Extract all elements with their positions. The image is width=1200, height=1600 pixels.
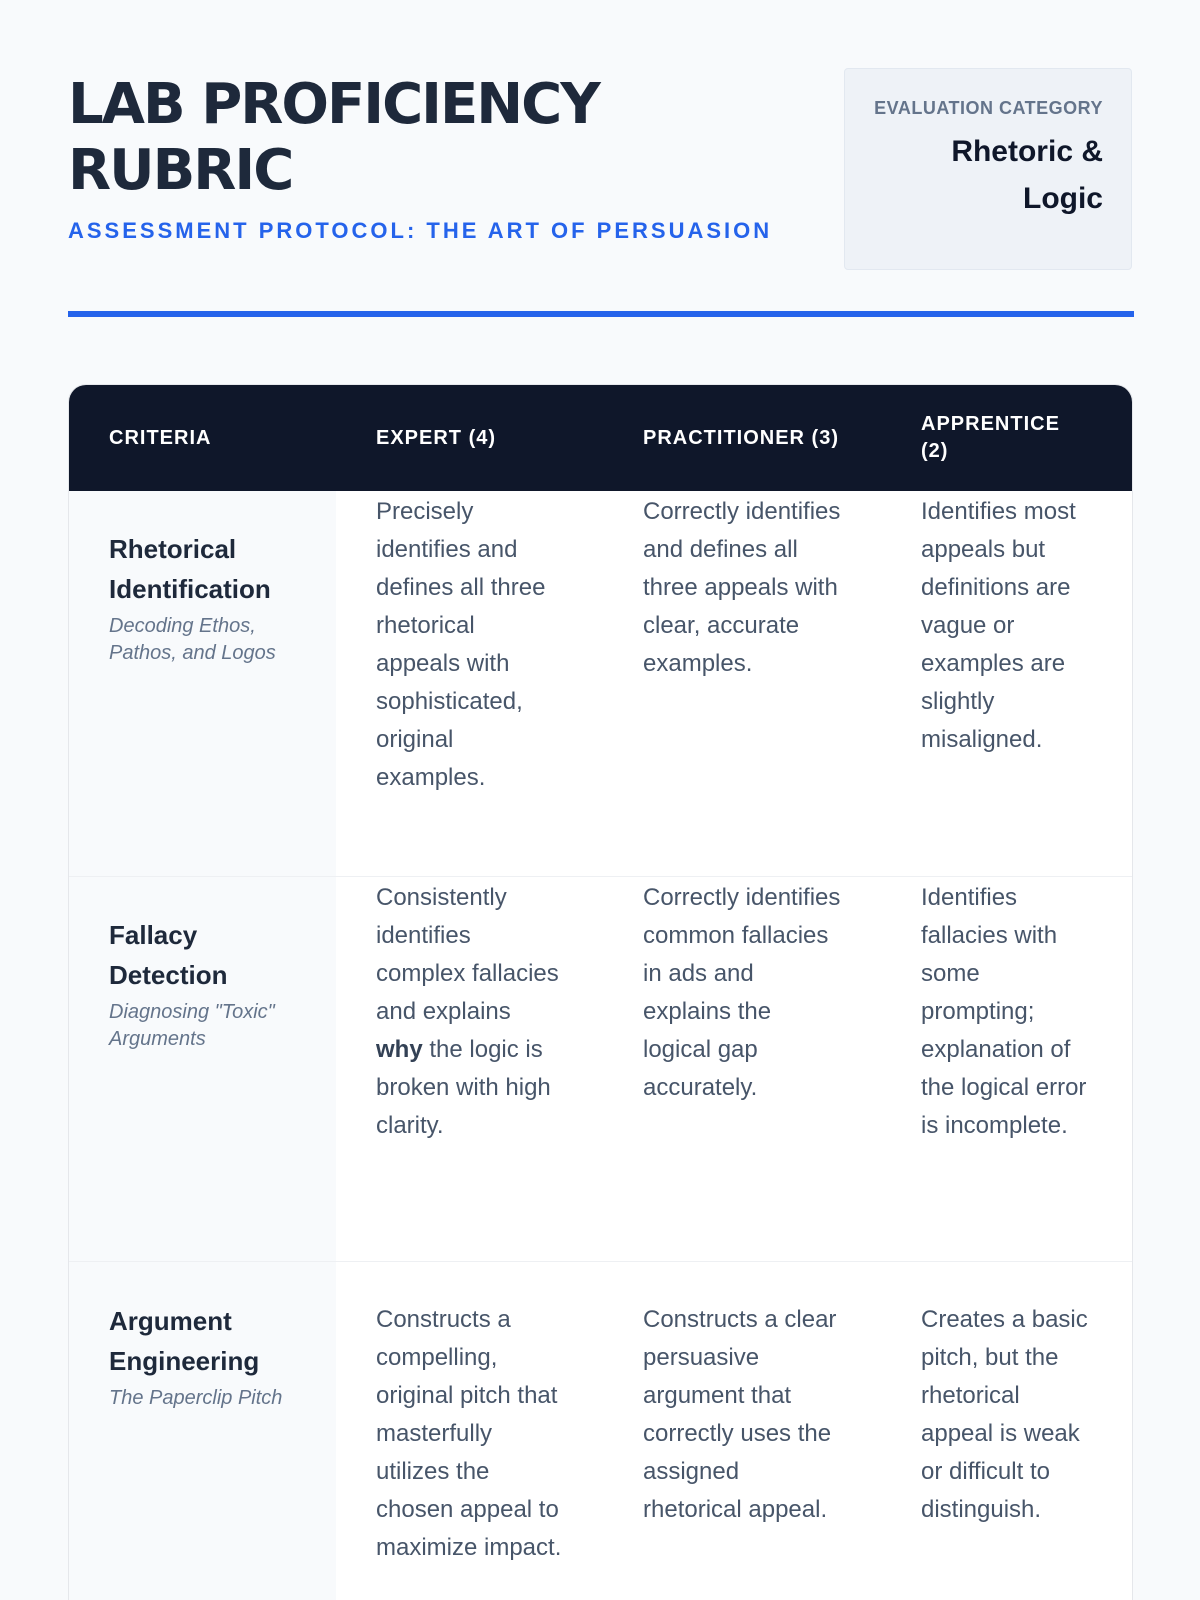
page-title: LAB PROFICIENCY RUBRIC [68,72,599,203]
criteria-title: Argument Engineering [109,1306,260,1376]
practitioner-description: Correctly identifies and defines all three appeals with clear, accurate examples. [643,498,841,677]
criteria-cell [69,877,336,1261]
table-row [69,491,1132,877]
criteria-title: Rhetorical Identification [109,534,271,604]
rubric-table [68,384,1133,1600]
table-header [69,385,1132,491]
practitioner-description: Constructs a clear persuasive argument that correctly uses the assigned rhetorical appeal. [643,1306,837,1523]
category-value: Rhetoric & Logic [951,135,1103,215]
expert-description-text-end: the logic is broken with high clarity. [376,1036,551,1139]
expert-description: Constructs a compelling, original pitch that masterfully utilizes the chosen appeal to maximize impact. [376,1306,562,1561]
criteria-subtitle: The Paperclip Pitch [109,1387,283,1409]
category-label: EVALUATION CATEGORY [874,98,1103,118]
apprentice-description: Creates a basic pitch, but the rhetorical appeal is weak or difficult to distinguish. [921,1306,1088,1523]
column-header-apprentice: APPRENTICE (2) [921,413,1060,462]
evaluation-category-card [844,68,1132,270]
table-row [69,877,1132,1262]
column-header-expert: EXPERT (4) [376,426,497,449]
criteria-subtitle: Diagnosing "Toxic" Arguments [109,1001,275,1050]
practitioner-description: Correctly identifies common fallacies in ads and explains the logical gap accurately. [643,884,841,1101]
criteria-cell [69,491,336,876]
title-block [68,68,828,244]
criteria-subtitle: Decoding Ethos, Pathos, and Logos [109,615,276,664]
criteria-title: Fallacy Detection [109,920,228,990]
apprentice-description: Identifies most appeals but definitions are vague or examples are slightly misaligned. [921,498,1076,753]
apprentice-description: Identifies fallacies with some prompting; explanation of the logical error is incomplete. [921,884,1087,1139]
header-divider [68,311,1134,317]
column-header-practitioner: PRACTITIONER (3) [643,426,839,449]
emphasis-why: why [376,1036,423,1063]
criteria-cell [69,1262,336,1600]
expert-description: Precisely identifies and defines all three rhetorical appeals with sophisticated, original examples. [376,498,546,791]
page-header [68,68,1132,270]
column-header-criteria: CRITERIA [109,426,212,449]
table-row [69,1262,1132,1600]
expert-description [336,877,603,1261]
page-subtitle: ASSESSMENT PROTOCOL: THE ART OF PERSUASION [68,218,773,243]
expert-description-text: Consistently identifies complex fallacies and explains [376,884,559,1025]
